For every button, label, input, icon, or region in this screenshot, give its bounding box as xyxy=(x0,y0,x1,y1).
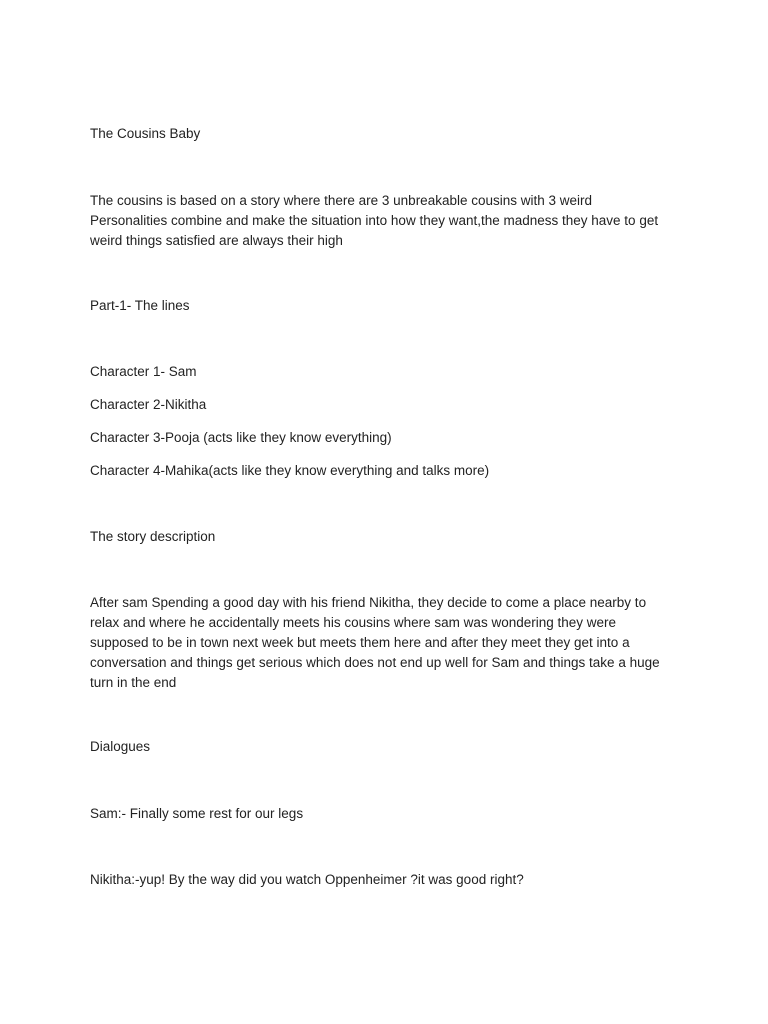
story-heading: The story description xyxy=(90,529,216,544)
intro-line: Personalities combine and make the situation into how they want,the madness they have to get xyxy=(90,213,659,228)
dialogues-heading: Dialogues xyxy=(90,739,151,754)
story-paragraph xyxy=(90,593,680,693)
character-item: Character 3-Pooja (acts like they know everything) xyxy=(90,430,392,445)
intro-paragraph xyxy=(90,191,680,251)
intro-line: weird things satisfied are always their high xyxy=(90,233,343,248)
dialogue-line: Nikitha:-yup! By the way did you watch Oppenheimer ?it was good right? xyxy=(90,872,524,887)
part-heading: Part-1- The lines xyxy=(90,298,190,313)
document-title: The Cousins Baby xyxy=(90,126,201,141)
story-line: supposed to be in town next week but meets them here and after they meet they get into a xyxy=(90,635,630,650)
character-item: Character 1- Sam xyxy=(90,364,197,379)
story-line: turn in the end xyxy=(90,675,177,690)
intro-line: The cousins is based on a story where there are 3 unbreakable cousins with 3 weird xyxy=(90,193,593,208)
story-line: relax and where he accidentally meets his cousins where sam was wondering they were xyxy=(90,615,617,630)
dialogue-line: Sam:- Finally some rest for our legs xyxy=(90,806,304,821)
character-item: Character 2-Nikitha xyxy=(90,397,207,412)
story-line: conversation and things get serious which does not end up well for Sam and things take a huge xyxy=(90,655,660,670)
story-line: After sam Spending a good day with his friend Nikitha, they decide to come a place nearby to xyxy=(90,595,647,610)
character-item: Character 4-Mahika(acts like they know everything and talks more) xyxy=(90,463,490,478)
